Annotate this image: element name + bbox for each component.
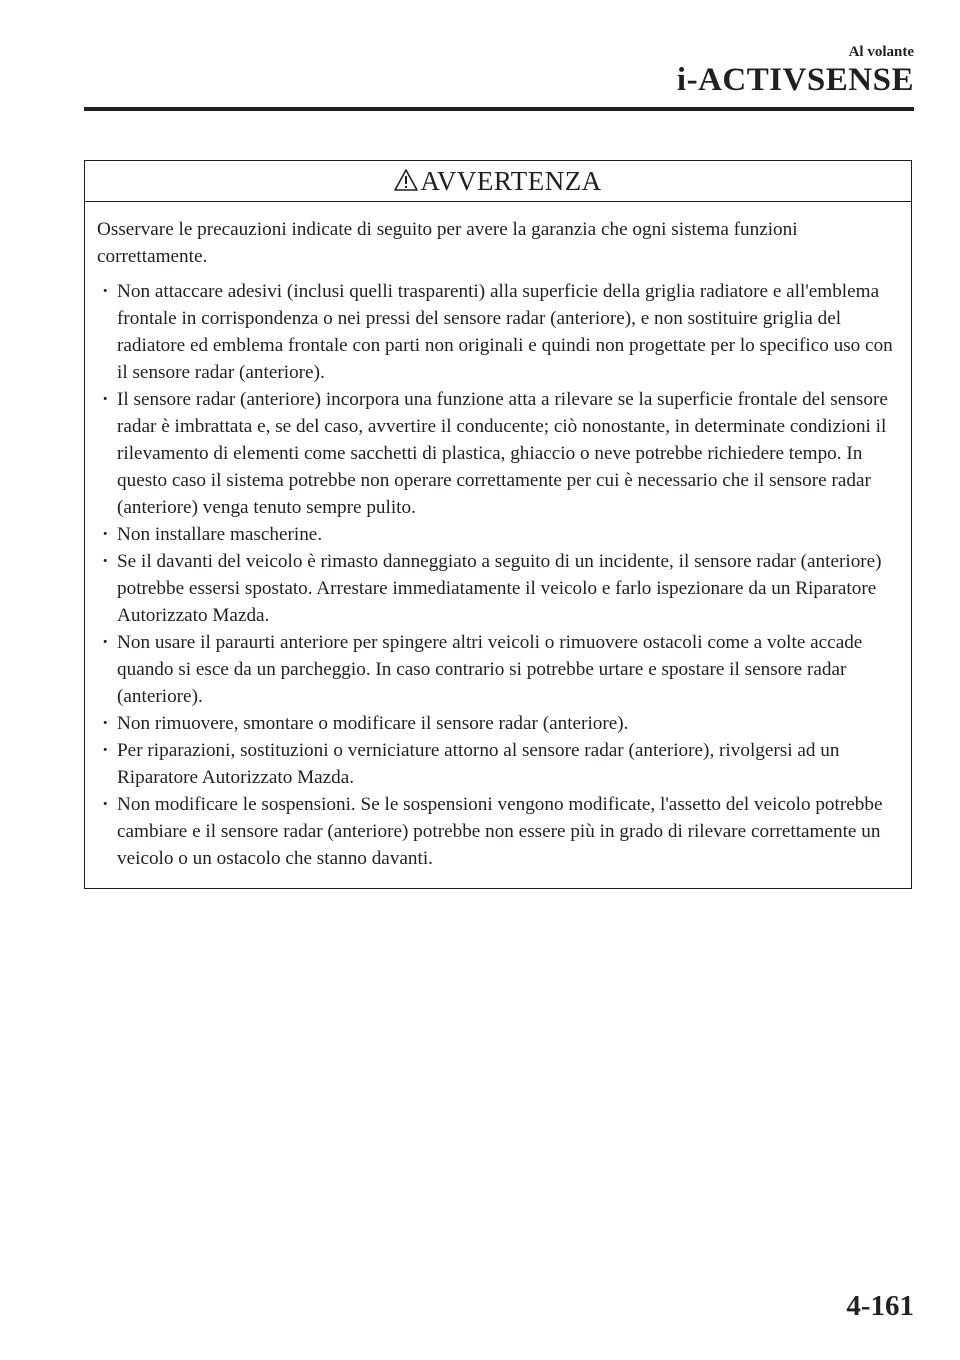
list-item — [97, 548, 893, 629]
warning-box — [84, 160, 912, 889]
bullet-dot: · — [102, 551, 109, 572]
warning-body — [85, 202, 911, 888]
warning-intro: Osservare le precauzioni indicate di seguito per avere la garanzia che ogni sistema funzioni correttamente. — [97, 219, 798, 267]
bullet-dot: · — [102, 389, 109, 410]
list-item-text: Il sensore radar (anteriore) incorpora una funzione atta a rilevare se la superficie frontale del sensore radar è imbrattata e, se del caso, avvertire il conducente; ciò nonostante, in determinate condizioni il rilevamento di elementi come sacchetti di plastica, ghiaccio o neve potrebbe richiedere tempo. In questo caso il sistema potrebbe non operare correttamente per cui è necessario che il sensore radar (anteriore) venga tenuto sempre pulito. — [117, 389, 888, 518]
bullet-dot: · — [102, 281, 109, 302]
section-title: Al volante — [848, 44, 914, 60]
list-item-text: Se il davanti del veicolo è rimasto danneggiato a seguito di un incidente, il sensore radar (anteriore) potrebbe essersi spostato. Arrestare immediatamente il veicolo e farlo ispezionare da un Riparatore Autorizzato Mazda. — [117, 551, 882, 626]
warning-title: AVVERTENZA — [420, 165, 602, 196]
bullet-dot: · — [102, 794, 109, 815]
warning-triangle-icon — [394, 168, 418, 192]
list-item-text: Non modificare le sospensioni. Se le sospensioni vengono modificate, l'assetto del veicolo potrebbe cambiare e il sensore radar (anteriore) potrebbe non essere più in grado di rilevare correttamente un veicolo o un ostacolo che stanno davanti. — [117, 794, 883, 869]
list-item-text: Per riparazioni, sostituzioni o verniciature attorno al sensore radar (anteriore), rivolgersi ad un Riparatore Autorizzato Mazda. — [117, 740, 840, 788]
warning-list — [97, 278, 893, 872]
list-item-text: Non usare il paraurti anteriore per spingere altri veicoli o rimuovere ostacoli come a volte accade quando si esce da un parcheggio. In caso contrario si potrebbe urtare e spostare il sensore radar (anteriore). — [117, 632, 863, 707]
list-item-text: Non installare mascherine. — [117, 524, 323, 545]
warning-header — [85, 161, 911, 202]
page-number: 4-161 — [846, 1290, 914, 1322]
list-item — [97, 521, 893, 548]
list-item — [97, 710, 893, 737]
bullet-dot: · — [102, 740, 109, 761]
list-item — [97, 629, 893, 710]
list-item-text: Non attaccare adesivi (inclusi quelli trasparenti) alla superficie della griglia radiatore e all'emblema frontale in corrispondenza o nei pressi del sensore radar (anteriore), e non sostituire griglia del radiatore ed emblema frontale con parti non originali e quindi non progettate per lo specifico uso con il sensore radar (anteriore). — [117, 281, 893, 383]
chapter-title: i-ACTIVSENSE — [676, 62, 914, 98]
bullet-dot: · — [102, 713, 109, 734]
list-item-text: Non rimuovere, smontare o modificare il sensore radar (anteriore). — [117, 713, 629, 734]
header-divider — [84, 107, 914, 111]
bullet-dot: · — [102, 524, 109, 545]
bullet-dot: · — [102, 632, 109, 653]
list-item — [97, 278, 893, 386]
list-item — [97, 737, 893, 791]
list-item — [97, 386, 893, 521]
list-item — [97, 791, 893, 872]
